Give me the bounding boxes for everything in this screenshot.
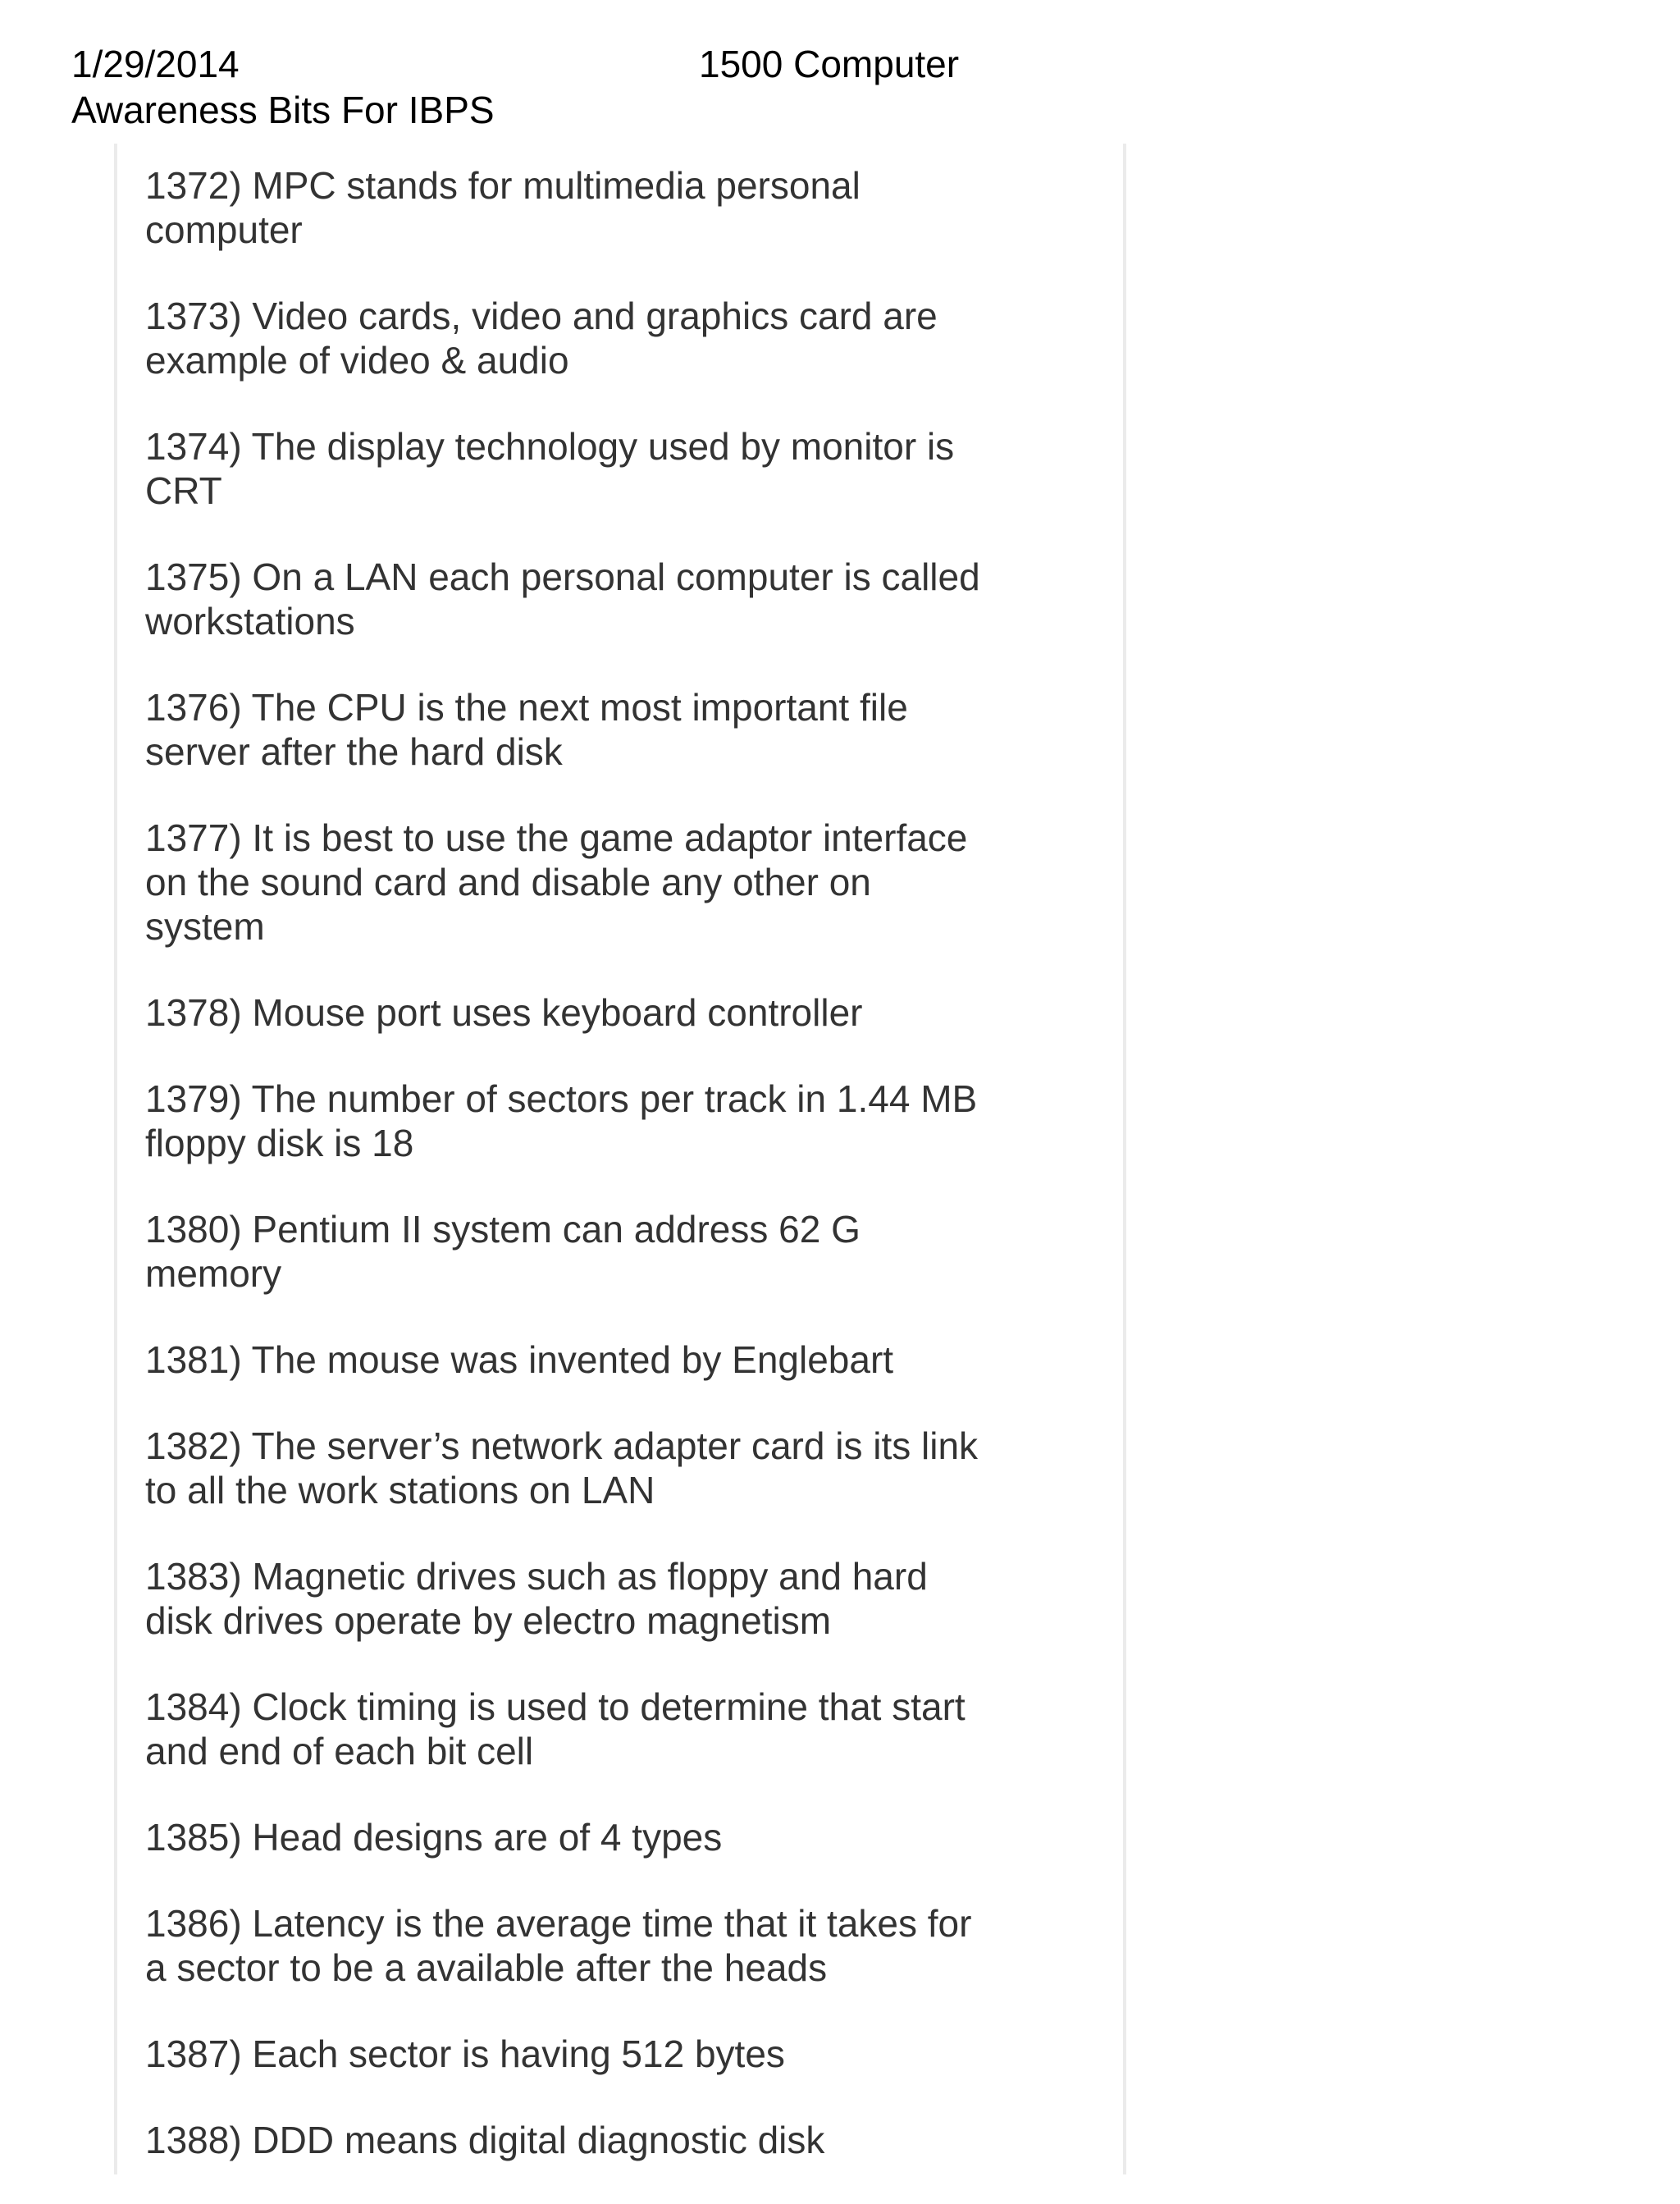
facts-list	[145, 163, 1146, 2204]
fact-item: 1380) Pentium II system can address 62 G memory	[145, 1208, 861, 1295]
fact-item: 1379) The number of sectors per track in 1.44 MB floppy disk is 18	[145, 1077, 978, 1164]
fact-item: 1385) Head designs are of 4 types	[145, 1816, 723, 1859]
fact-item: 1372) MPC stands for multimedia personal computer	[145, 164, 861, 251]
fact-item: 1378) Mouse port uses keyboard controller	[145, 991, 863, 1034]
fact-item: 1387) Each sector is having 512 bytes	[145, 2033, 785, 2075]
fact-item: 1383) Magnetic drives such as floppy and hard disk drives operate by electro magnetism	[145, 1555, 928, 1642]
fact-item: 1381) The mouse was invented by Englebart	[145, 1338, 894, 1381]
header-title-line2: Awareness Bits For IBPS	[71, 89, 495, 131]
fact-item: 1382) The server’s network adapter card is its link to all the work stations on LAN	[145, 1424, 979, 1511]
fact-item: 1377) It is best to use the game adaptor interface on the sound card and disable any other on system	[145, 816, 968, 948]
header-title-line1: 1500 Computer	[699, 43, 960, 85]
fact-item: 1376) The CPU is the next most important file server after the hard disk	[145, 686, 908, 773]
fact-item: 1375) On a LAN each personal computer is called workstations	[145, 556, 980, 642]
fact-item: 1374) The display technology used by monitor is CRT	[145, 425, 955, 512]
fact-item: 1373) Video cards, video and graphics card are example of video & audio	[145, 295, 938, 382]
fact-item: 1386) Latency is the average time that it takes for a sector to be a available after the heads	[145, 1902, 972, 1989]
fact-item: 1388) DDD means digital diagnostic disk	[145, 2119, 825, 2161]
fact-item: 1384) Clock timing is used to determine that start and end of each bit cell	[145, 1685, 966, 1772]
header-date: 1/29/2014	[71, 43, 240, 85]
content-panel	[114, 144, 1126, 2174]
